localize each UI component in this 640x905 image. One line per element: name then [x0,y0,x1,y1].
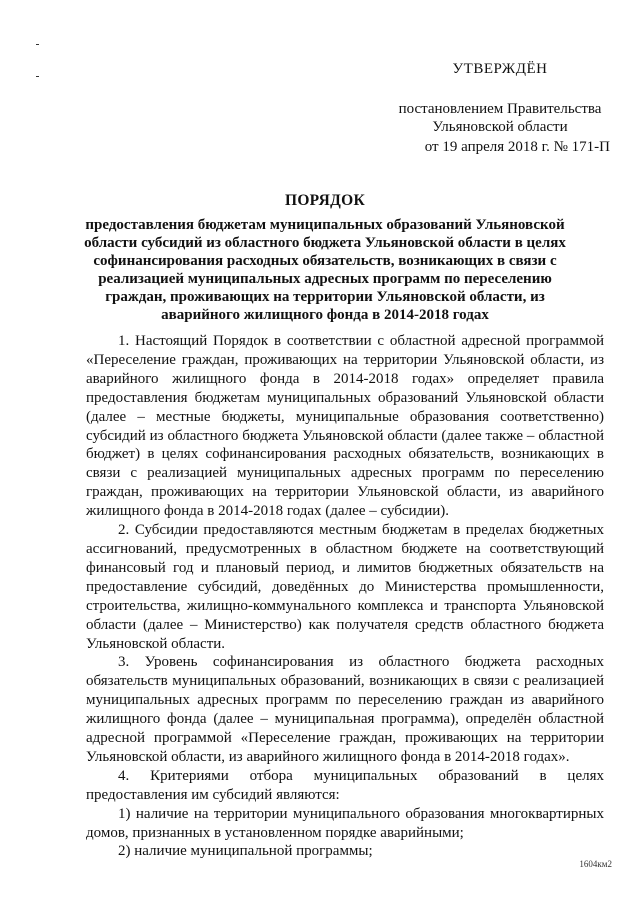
paragraph-4: 4. Критериями отбора муниципальных образований в целях предоставления им субсидий являются: [86,767,604,803]
document-body [86,332,604,861]
title-main: ПОРЯДОК [284,192,366,209]
scan-mark [36,44,39,45]
scan-mark [36,76,39,77]
approval-line1: постановлением Правительства [398,101,602,117]
list-item-1: 1) наличие на территории муниципального образования многоквартирных домов, признанных в установленном порядке аварийными; [86,805,604,841]
document-title [70,192,580,324]
approval-heading: УТВЕРЖДЁН [452,61,548,77]
paragraph-2: 2. Субсидии предоставляются местным бюджетам в пределах бюджетных ассигнований, предусмотренных в областном бюджете на соответствующий финансовый год и плановый период, и лимитов бюджетных обязательств на предоставление субсидий, доведённых до Министерства промышленности, строительства, жилищно-коммунального комплекса и транспорта Ульяновской области (далее – Министерство) как получателя средств областного бюджета Ульяновской области. [86,522,604,652]
paragraph-3: 3. Уровень софинансирования из областного бюджета расходных обязательств муниципальных образований, возникающих в связи с реализацией муниципальных адресных программ по переселению граждан из аварийного жилищного фонда (далее – муниципальная программа), определён областной адресной программой «Переселение граждан, проживающих на территории Ульяновской области, из аварийного жилищного фонда в 2014-2018 годах». [86,654,604,765]
paragraph-1: 1. Настоящий Порядок в соответствии с областной адресной программой «Переселение граждан, проживающих на территории Ульяновской области, из аварийного жилищного фонда в 2014-2018 годах» определяет правила предоставления бюджетам муниципальных образований Ульяновской области (далее – местные бюджеты, муниципальные образования соответственно) субсидий из областного бюджета Ульяновской области (далее также – областной бюджет) в целях софинансирования расходных обязательств, возникающих в связи с реализацией муниципальных адресных программ по переселению граждан, проживающих на территории Ульяновской области, из аварийного жилищного фонда в 2014-2018 годах (далее – субсидии). [86,333,604,520]
title-subtitle: предоставления бюджетам муниципальных образований Ульяновской области субсидий из областного бюджета Ульяновской области в целях софинансирования расходных обязательств, возникающих в связи с реализацией муниципальных адресных программ по переселению граждан, проживающих на территории Ульяновской области, из аварийного жилищного фонда в 2014-2018 годах [84,217,566,323]
list-item-2: 2) наличие муниципальной программы; [118,843,373,860]
footer-code: 1604км2 [579,859,612,869]
approval-date: от 19 апреля 2018 г. № 171-П [424,139,610,155]
approval-line2: Ульяновской области [432,119,568,135]
approval-block [380,60,620,155]
